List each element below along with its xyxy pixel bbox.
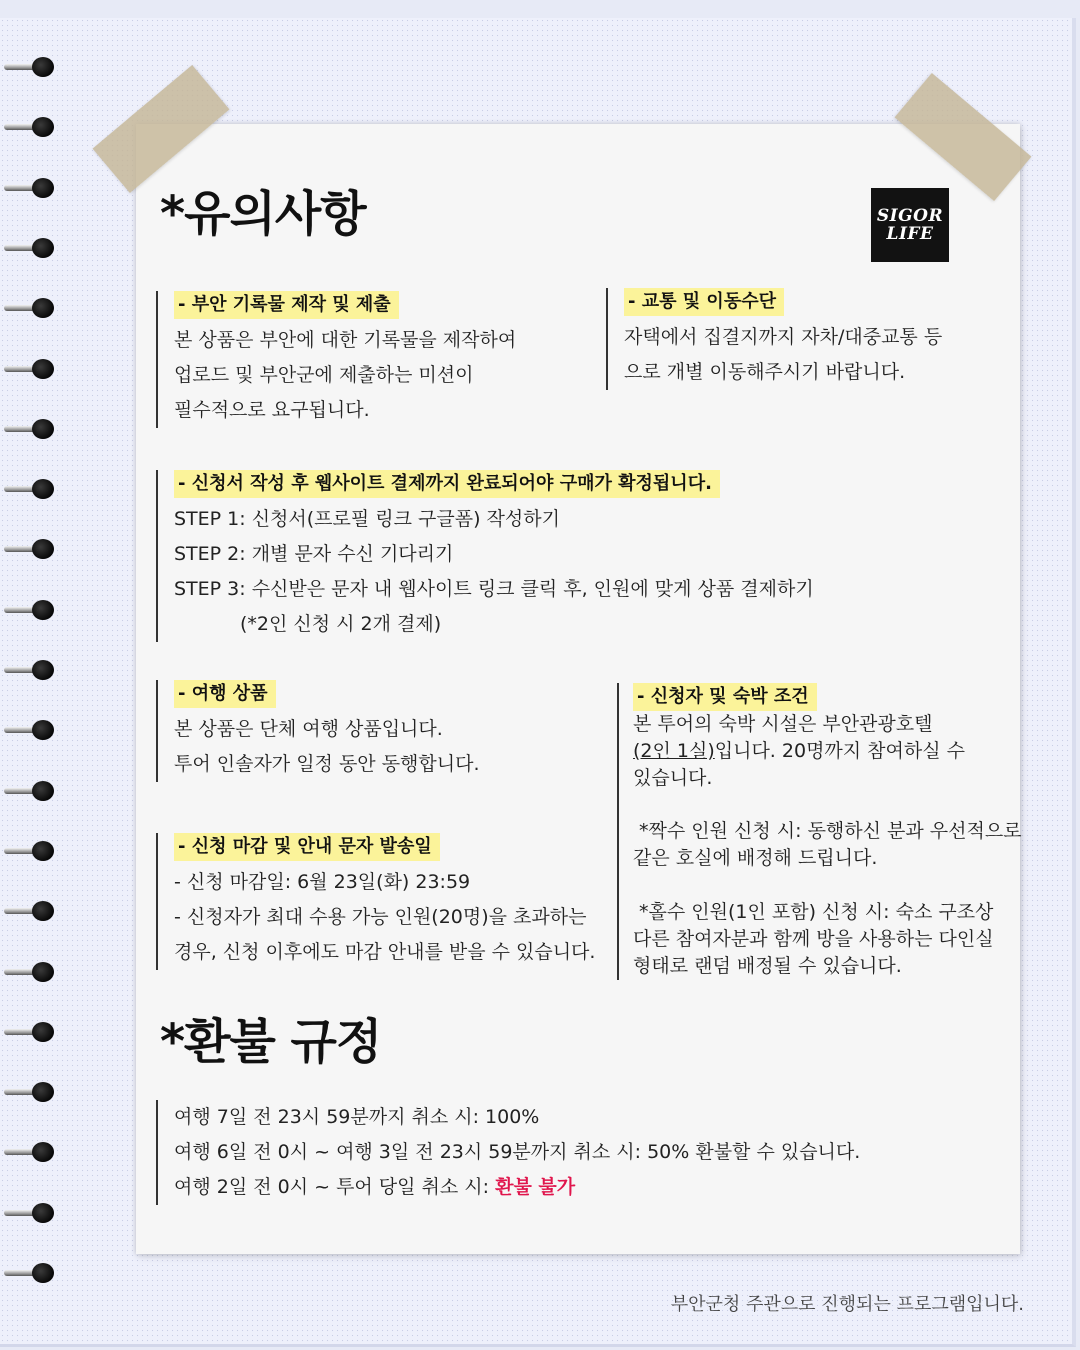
lodging-line-2-rest: 입니다. 20명까지 참여하실 수 (714, 740, 965, 762)
lodging-room-type: (2인 1실) (633, 740, 715, 762)
spiral-ring (4, 56, 52, 78)
travel-heading: - 여행 상품 (174, 680, 276, 708)
lodging-heading: - 신청자 및 숙박 조건 (633, 683, 817, 711)
spiral-ring (4, 297, 52, 319)
lodging-even-line-2: 같은 호실에 배정해 드립니다. (633, 847, 878, 869)
lodging-line-1: 본 투어의 숙박 시설은 부안관광호텔 (633, 713, 933, 735)
sigor-life-logo (871, 188, 949, 262)
record-section (156, 291, 516, 428)
spiral-binding (0, 56, 60, 1306)
logo-line-1: SIGOR (876, 206, 944, 226)
spiral-ring (4, 358, 52, 380)
transport-line-2: 으로 개별 이동해주시기 바랍니다. (624, 361, 906, 383)
spiral-ring (4, 900, 52, 922)
deadline-heading: - 신청 마감 및 안내 문자 발송일 (174, 833, 440, 861)
apply-heading: - 신청서 작성 후 웹사이트 결제까지 완료되어야 구매가 확정됩니다. (174, 470, 720, 498)
refund-line-3-prefix: 여행 2일 전 0시 ~ 투어 당일 취소 시: (174, 1176, 496, 1198)
record-line-2: 업로드 및 부안군에 제출하는 미션이 (174, 364, 474, 386)
spiral-ring (4, 1081, 52, 1103)
spiral-ring (4, 659, 52, 681)
record-line-1: 본 상품은 부안에 대한 기록물을 제작하여 (174, 329, 517, 351)
lodging-section (617, 683, 1022, 980)
spiral-ring (4, 1202, 52, 1224)
spiral-ring (4, 1141, 52, 1163)
spiral-ring (4, 599, 52, 621)
lodging-odd-line-3: 형태로 랜덤 배정될 수 있습니다. (633, 955, 902, 977)
no-refund-text: 환불 불가 (495, 1176, 576, 1198)
spiral-ring (4, 961, 52, 983)
travel-section (156, 680, 480, 782)
lodging-line-2 (633, 738, 1022, 765)
apply-step-3: STEP 3: 수신받은 문자 내 웹사이트 링크 클릭 후, 인원에 맞게 상품 결제하기 (174, 578, 814, 600)
refund-line-1: 여행 7일 전 23시 59분까지 취소 시: 100% (174, 1106, 540, 1128)
refund-line-3 (174, 1170, 860, 1205)
deadline-line-1: - 신청 마감일: 6월 23일(화) 23:59 (174, 871, 471, 893)
spiral-ring (4, 840, 52, 862)
lodging-odd-line-2: 다른 참여자분과 함께 방을 사용하는 다인실 (633, 928, 994, 950)
transport-section (606, 288, 942, 390)
lodging-line-3: 있습니다. (633, 767, 713, 789)
apply-step-2: STEP 2: 개별 문자 수신 기다리기 (174, 543, 454, 565)
footer-note: 부안군청 주관으로 진행되는 프로그램입니다. (670, 1294, 1024, 1315)
record-line-3: 필수적으로 요구됩니다. (174, 399, 370, 421)
spiral-ring (4, 780, 52, 802)
spiral-ring (4, 116, 52, 138)
logo-line-2: LIFE (886, 224, 934, 244)
apply-section (156, 470, 814, 642)
spiral-ring (4, 177, 52, 199)
lodging-even-line-1: *짝수 인원 신청 시: 동행하신 분과 우선적으로 (633, 820, 1022, 842)
apply-note: (*2인 신청 시 2개 결제) (240, 613, 442, 635)
travel-line-1: 본 상품은 단체 여행 상품입니다. (174, 718, 443, 740)
refund-title: *환불 규정 (160, 1014, 382, 1070)
record-heading: - 부안 기록물 제작 및 제출 (174, 291, 399, 319)
notice-title: *유의사항 (160, 186, 366, 242)
refund-line-2: 여행 6일 전 0시 ~ 여행 3일 전 23시 59분까지 취소 시: 50% 환불할 수 있습니다. (174, 1141, 861, 1163)
spiral-ring (4, 538, 52, 560)
lodging-odd-line-1: *홀수 인원(1인 포함) 신청 시: 숙소 구조상 (633, 901, 994, 923)
apply-step-1: STEP 1: 신청서(프로필 링크 구글폼) 작성하기 (174, 508, 560, 530)
spiral-ring (4, 237, 52, 259)
spiral-ring (4, 1021, 52, 1043)
deadline-section (156, 833, 595, 970)
spiral-ring (4, 719, 52, 741)
spiral-ring (4, 1262, 52, 1284)
spiral-ring (4, 418, 52, 440)
deadline-line-2: - 신청자가 최대 수용 가능 인원(20명)을 초과하는 (174, 906, 587, 928)
deadline-line-3: 경우, 신청 이후에도 마감 안내를 받을 수 있습니다. (174, 941, 596, 963)
refund-section (156, 1100, 860, 1205)
spiral-ring (4, 478, 52, 500)
transport-heading: - 교통 및 이동수단 (624, 288, 784, 316)
travel-line-2: 투어 인솔자가 일정 동안 동행합니다. (174, 753, 480, 775)
transport-line-1: 자택에서 집결지까지 자차/대중교통 등 (624, 326, 943, 348)
